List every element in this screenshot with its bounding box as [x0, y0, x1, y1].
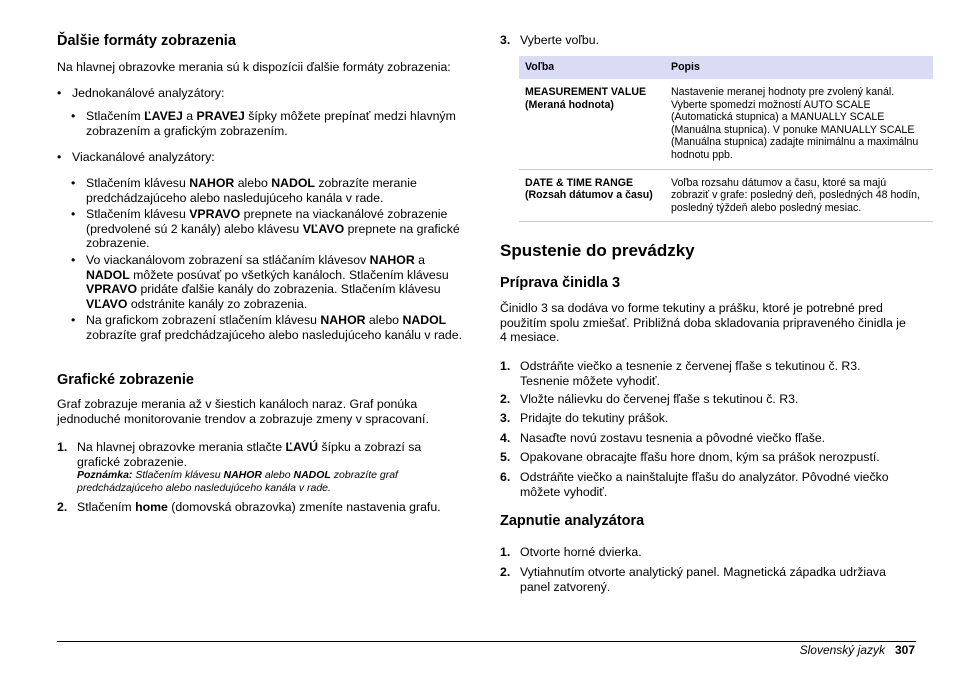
heading-power-on: Zapnutie analyzátora — [500, 513, 645, 529]
footer-divider — [57, 641, 916, 642]
bullet-label: Viackanálové analyzátory: — [72, 150, 215, 164]
table-row: MEASUREMENT VALUE (Meraná hodnota) Nastavenie meranej hodnoty pre zvolený kanál. Vyberte spomedzi možností AUTO SCALE (Automatická stupnica) a MANUALLY SCALE (Manuálna stupnica). V ponuke MANUALLY SCALE (Manuálna stupnica) zadajte minimálnu a maximálnu hodnotu ppb. — [519, 79, 933, 169]
heading-graphic-display: Grafické zobrazenie — [57, 372, 194, 388]
heading-reagent: Príprava činidla 3 — [500, 275, 621, 291]
step-item: 1. Na hlavnej obrazovke merania stlačte ĽAVÚ šípku a zobrazí sa grafické zobrazenie. Poznámka: Stlačením klávesu NAHOR alebo NADOL zobrazíte graf predchádzajúceho alebo nasledujúceho kanála v rade. — [57, 440, 475, 500]
bullet-dot: • — [57, 86, 62, 100]
formats-paragraph: Na hlavnej obrazovke merania sú k dispozícii ďalšie formáty zobrazenia: — [57, 60, 451, 74]
heading-startup: Spustenie do prevádzky — [500, 241, 695, 260]
heading-display-formats: Ďalšie formáty zobrazenia — [57, 33, 236, 49]
footer-language: Slovenský jazyk — [799, 643, 885, 657]
table-header-row — [519, 56, 933, 79]
bullet-label: Jednokanálové analyzátory: — [72, 86, 225, 100]
options-table — [519, 56, 933, 222]
note: Poznámka: Stlačením klávesu NAHOR alebo NADOL zobrazíte graf predchádzajúceho alebo nasledujúceho kanála v rade. — [77, 469, 398, 495]
graph-paragraph: Graf zobrazuje merania až v šiestich kanáloch naraz. Graf ponúka jednoduché monitorovanie trendov a zobrazuje zmeny v spracovaní. — [57, 397, 429, 426]
column-header: Popis — [665, 56, 933, 79]
column-header: Voľba — [519, 56, 665, 79]
table-row: DATE & TIME RANGE (Rozsah dátumov a času) Voľba rozsahu dátumov a času, ktoré sa majú zobraziť v grafe: posledný deň, posledných 48 hodín, posledný týždeň alebo posledný mesiac. — [519, 169, 933, 222]
page-footer — [800, 643, 915, 657]
page-number: 307 — [894, 643, 915, 657]
reagent-paragraph: Činidlo 3 sa dodáva vo forme tekutiny a prášku, ktoré je potrebné pred použitím spolu zmiešať. Približná doba skladovania pripraveného činidla je 4 mesiace. — [500, 301, 906, 345]
